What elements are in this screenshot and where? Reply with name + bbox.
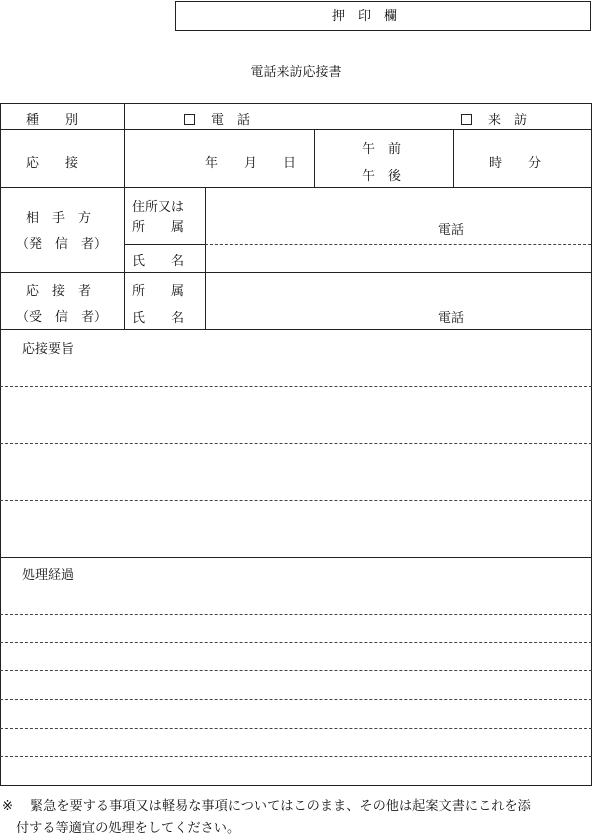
progress-field[interactable]	[1, 583, 591, 783]
type-label: 種 別	[26, 113, 79, 128]
phone-checkbox[interactable]	[184, 114, 195, 125]
summary-label: 応接要旨	[22, 342, 75, 357]
receiver-affiliation-label: 所 属	[132, 284, 185, 299]
page-title: 電話来訪応接書	[250, 65, 342, 80]
reception-label: 応 接	[26, 156, 79, 171]
receiver-info-field[interactable]	[206, 273, 591, 328]
reception-time-field[interactable]: 時 分	[489, 156, 542, 171]
receiver-label: 応 接 者	[26, 284, 92, 299]
footnote-line1: 緊急を要する事項又は軽易な事項についてはこのまま、その他は起案文書にこれを添	[30, 799, 531, 814]
summary-field[interactable]	[1, 355, 591, 555]
receiver-phone-label: 電話	[438, 311, 465, 326]
counterparty-label: 相 手 方	[26, 211, 92, 226]
receiver-sublabel: （受 信 者）	[16, 310, 108, 325]
address-label-line1: 住所又は	[132, 200, 185, 215]
receiver-name-label: 氏 名	[132, 311, 185, 326]
progress-label: 処理経過	[22, 568, 75, 583]
counterparty-address-field[interactable]	[206, 188, 591, 243]
type-option-phone[interactable]	[184, 109, 250, 128]
visit-checkbox[interactable]	[461, 114, 472, 125]
counterparty-name-label: 氏 名	[132, 254, 185, 269]
reception-date-field[interactable]: 年 月 日	[205, 156, 297, 171]
footnote-mark: ※	[2, 799, 14, 814]
type-option-visit[interactable]	[461, 109, 527, 128]
visit-option-label: 来 訪	[488, 113, 528, 128]
counterparty-name-field[interactable]	[206, 245, 591, 271]
phone-option-label: 電 話	[211, 113, 251, 128]
address-label-line2: 所 属	[132, 220, 185, 235]
counterparty-phone-label: 電話	[438, 223, 465, 238]
footnote-line2: 付する等適宜の処理をしてください。	[16, 821, 241, 836]
am-option[interactable]: 午 前	[362, 142, 402, 157]
pm-option[interactable]: 午 後	[362, 169, 402, 184]
counterparty-sublabel: （発 信 者）	[16, 237, 108, 252]
stamp-field-label: 押 印 欄	[332, 9, 398, 24]
